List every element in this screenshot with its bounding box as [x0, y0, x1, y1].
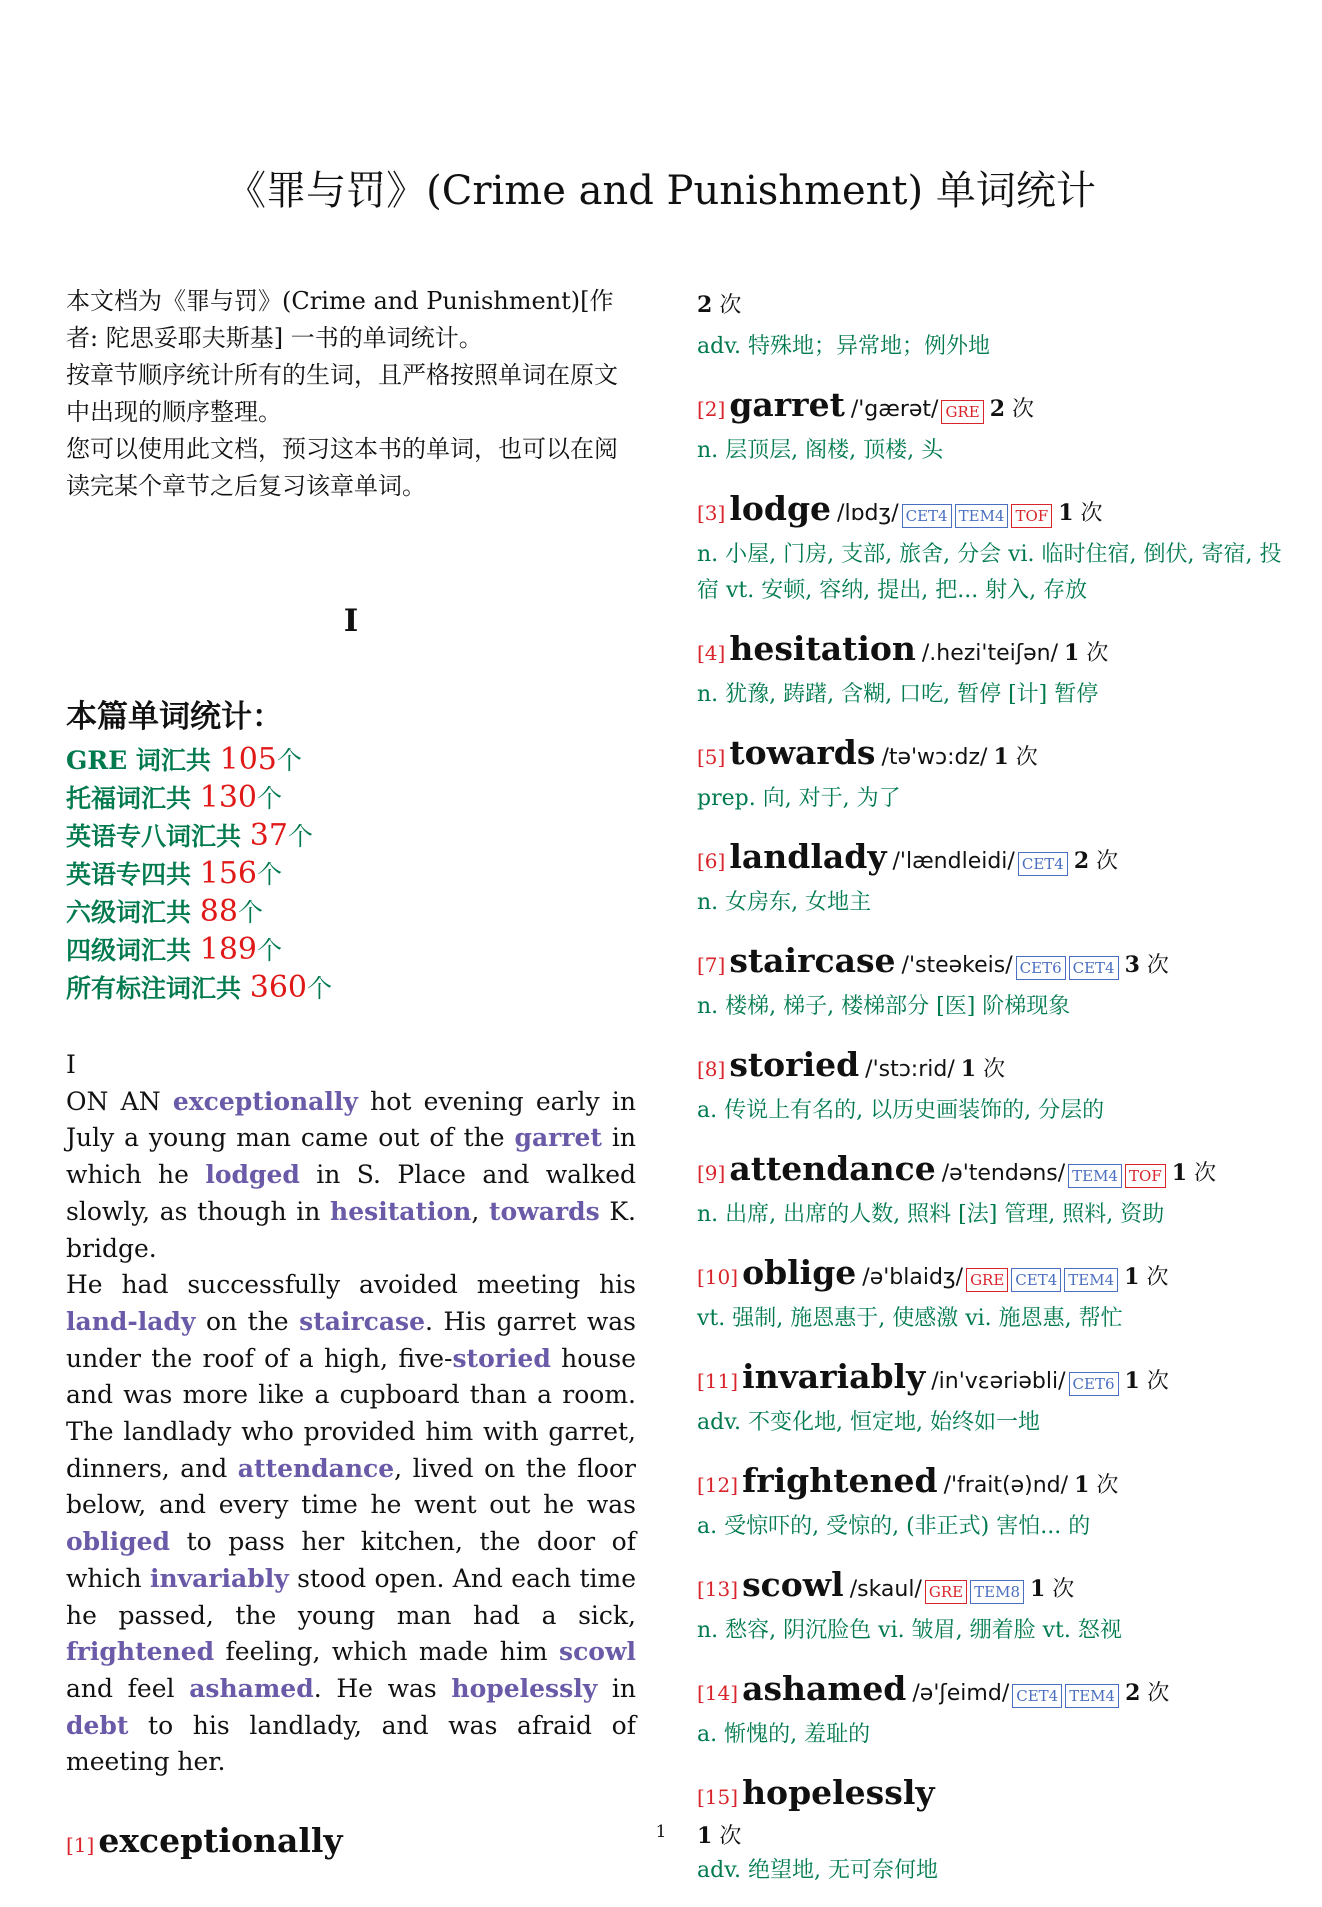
- stat-count: 105: [219, 742, 277, 777]
- exam-tag: TOF: [1011, 504, 1052, 528]
- exam-tag: CET6: [1016, 956, 1066, 980]
- entry-count: 1 次: [960, 1056, 1006, 1082]
- entry-count: 1 次: [1074, 1472, 1119, 1498]
- vocab-entry: [697, 731, 1297, 817]
- entry-ipa: /ə'tendəns/: [941, 1161, 1066, 1186]
- vocab-entry: [697, 1459, 1297, 1545]
- entry-word: exceptionally: [98, 1821, 343, 1861]
- entry-word: frightened: [742, 1461, 938, 1500]
- exam-tag: GRE: [941, 400, 983, 424]
- stat-count: 156: [199, 856, 257, 891]
- entry-definition: n. 愁容, 阴沉脸色 vi. 皱眉, 绷着脸 vt. 怒视: [697, 1618, 1122, 1643]
- exam-tag: CET4: [1069, 956, 1119, 980]
- exam-tag: GRE: [966, 1268, 1008, 1292]
- entry-count: 2 次: [1125, 1680, 1170, 1706]
- keyword-link[interactable]: hopelessly: [451, 1673, 598, 1703]
- keyword-link[interactable]: land-lady: [66, 1306, 196, 1336]
- entry-ref[interactable]: [8]: [697, 1057, 726, 1081]
- stat-count: 37: [249, 818, 288, 853]
- entry-definition: n. 小屋, 门房, 支部, 旅舍, 分会 vi. 临时住宿, 倒伏, 寄宿, 投宿 vt. 安顿, 容纳, 提出, 把... 射入, 存放: [697, 542, 1282, 603]
- entry-ipa: /skaul/: [849, 1577, 922, 1602]
- entry-ref[interactable]: [14]: [697, 1681, 739, 1705]
- exam-tag: GRE: [925, 1580, 967, 1604]
- entry-definition: adv. 特殊地；异常地；例外地: [697, 334, 991, 359]
- entry-ipa: /'steəkeis/: [901, 953, 1013, 978]
- left-column: [66, 283, 636, 1860]
- paragraph: He had successfully avoided meeting his land-lady on the staircase. His garret was under the roof of a high, five-storied house and was more like a cupboard than a room. The landlady who provided him with garret, dinners, and attendance, lived on the floor below, and every time he went out he was obliged to pass her kitchen, the door of which invariably stood open. And each time he passed, the young man had a sick, frightened feeling, which made him scowl and feel ashamed. He was hopelessly in debt to his landlady, and was afraid of meeting her.: [66, 1270, 637, 1777]
- exam-tag: TEM8: [970, 1580, 1024, 1604]
- entry-count: 2 次: [697, 292, 742, 318]
- entry-word: staircase: [729, 941, 896, 980]
- entry-count: 1 次: [1171, 1160, 1217, 1186]
- vocab-entry-continued: [697, 283, 1297, 365]
- intro-line: 本文档为《罪与罚》(Crime and Punishment)[作者: 陀思妥耶夫斯基] 一书的单词统计。: [66, 287, 614, 352]
- keyword-link[interactable]: attendance: [237, 1453, 395, 1483]
- paragraph: ON AN exceptionally hot evening early in July a young man came out of the garret in which he lodged in S. Place and walked slowly, as though in hesitation, towards K. bridge.: [66, 1086, 637, 1263]
- entry-ref[interactable]: [9]: [697, 1161, 726, 1185]
- entry-count: 2 次: [1073, 848, 1119, 874]
- entry-count: 1 次: [1124, 1368, 1169, 1394]
- stat-count: 130: [199, 780, 257, 815]
- stats-section: [66, 697, 636, 1007]
- keyword-link[interactable]: ashamed: [189, 1673, 314, 1703]
- intro-line: 您可以使用此文档，预习这本书的单词，也可以在阅读完某个章节之后复习该章单词。: [66, 435, 618, 500]
- keyword-link[interactable]: garret: [514, 1123, 602, 1153]
- entry-word: storied: [729, 1045, 860, 1084]
- entry-ref[interactable]: [7]: [697, 953, 726, 977]
- keyword-link[interactable]: exceptionally: [172, 1086, 358, 1116]
- entry-definition: adv. 绝望地, 无可奈何地: [697, 1858, 938, 1883]
- stat-tem4: 英语专四共 156个: [66, 856, 283, 891]
- entry-ipa: /'frait(ə)nd/: [943, 1473, 1069, 1498]
- entry-ipa: /'stɔ:rid/: [865, 1057, 955, 1082]
- entry-definition: n. 层顶层, 阁楼, 顶楼, 头: [697, 438, 944, 463]
- intro-text: [66, 283, 636, 505]
- entry-word: hesitation: [729, 629, 916, 668]
- entry-count: 1 次: [1029, 1576, 1075, 1602]
- entry-ref[interactable]: [6]: [697, 849, 726, 873]
- entry-word: garret: [729, 385, 845, 424]
- entry-ref[interactable]: [13]: [697, 1577, 739, 1601]
- entry-definition: vt. 强制, 施恩惠于, 使感激 vi. 施恩惠, 帮忙: [697, 1306, 1123, 1331]
- entry-count: 3 次: [1124, 952, 1169, 978]
- keyword-link[interactable]: staircase: [299, 1306, 426, 1336]
- keyword-link[interactable]: invariably: [149, 1563, 289, 1593]
- vocab-entry: [697, 1667, 1297, 1753]
- keyword-link[interactable]: towards: [489, 1196, 600, 1226]
- entry-ref[interactable]: [12]: [697, 1473, 739, 1497]
- vocab-list: [697, 383, 1297, 1889]
- entry-ref[interactable]: [4]: [697, 641, 726, 665]
- stat-count: 189: [199, 932, 257, 967]
- entry-word: towards: [729, 733, 876, 772]
- vocab-entry: [697, 627, 1297, 713]
- entry-definition: a. 传说上有名的, 以历史画装饰的, 分层的: [697, 1098, 1105, 1123]
- entry-ref[interactable]: [15]: [697, 1785, 739, 1809]
- document-title: 《罪与罚》(Crime and Punishment) 单词统计: [226, 167, 1096, 214]
- exam-tag: TEM4: [1065, 1684, 1119, 1708]
- entry-ipa: /'lændleidi/: [892, 849, 1015, 874]
- entry-count: 1 次: [697, 1823, 742, 1849]
- entry-definition: n. 女房东, 女地主: [697, 890, 872, 915]
- stat-cet4: 四级词汇共 189个: [66, 932, 283, 967]
- entry-word: attendance: [729, 1149, 936, 1188]
- keyword-link[interactable]: lodged: [205, 1160, 300, 1190]
- exam-tag: CET4: [902, 504, 952, 528]
- entry-ipa: /ə'blaidʒ/: [862, 1265, 964, 1290]
- entry-definition: n. 出席, 出席的人数, 照料 [法] 管理, 照料, 资助: [697, 1202, 1165, 1227]
- entry-ipa: /.hezi'teiʃən/: [921, 641, 1059, 666]
- entry-ipa: /lɒdʒ/: [837, 501, 899, 526]
- exam-tag: TOF: [1125, 1164, 1166, 1188]
- stat-cet6: 六级词汇共 88个: [66, 894, 263, 929]
- entry-definition: prep. 向, 对于, 为了: [697, 786, 901, 811]
- entry-word: lodge: [729, 489, 832, 528]
- entry-definition: n. 楼梯, 梯子, 楼梯部分 [医] 阶梯现象: [697, 994, 1071, 1019]
- right-column: [697, 283, 1297, 1907]
- entry-count: 1 次: [993, 744, 1038, 770]
- keyword-link[interactable]: hesitation: [330, 1196, 472, 1226]
- stat-all: 所有标注词汇共 360个: [66, 970, 333, 1005]
- stat-gre: GRE 词汇共 105个: [66, 742, 302, 777]
- vocab-entry: [697, 1563, 1297, 1649]
- entry-ipa: /ə'ʃeimd/: [912, 1681, 1010, 1706]
- entry-count: 1 次: [1124, 1264, 1169, 1290]
- story-passage: [66, 1047, 636, 1781]
- keyword-link[interactable]: debt: [66, 1710, 129, 1740]
- vocab-entry: [697, 1251, 1297, 1337]
- entry-ipa: /in'vεəriəbli/: [931, 1369, 1066, 1394]
- stats-title: 本篇单词统计：: [66, 699, 283, 735]
- exam-tag: TEM4: [955, 504, 1009, 528]
- entry-word: scowl: [742, 1565, 844, 1604]
- entry-ref[interactable]: [10]: [697, 1265, 739, 1289]
- entry-count: 2 次: [989, 396, 1035, 422]
- exam-tag: CET6: [1069, 1372, 1119, 1396]
- entry-word: landlady: [729, 837, 887, 876]
- exam-tag: CET4: [1018, 852, 1068, 876]
- exam-tag: TEM4: [1068, 1164, 1122, 1188]
- exam-tag: CET4: [1011, 1268, 1061, 1292]
- exam-tag: TEM4: [1064, 1268, 1118, 1292]
- entry-ref[interactable]: [5]: [697, 745, 726, 769]
- keyword-link[interactable]: storied: [452, 1343, 551, 1373]
- entry-ipa: /'gærət/: [850, 397, 939, 422]
- exam-tag: CET4: [1012, 1684, 1062, 1708]
- keyword-link[interactable]: scowl: [559, 1637, 636, 1667]
- entry-ref[interactable]: [3]: [697, 501, 726, 525]
- entry-definition: a. 受惊吓的, 受惊的, (非正式) 害怕... 的: [697, 1514, 1091, 1539]
- page-number: 1: [655, 1822, 667, 1842]
- chapter-heading: I: [343, 603, 359, 639]
- passage-chapter-line: I: [66, 1050, 76, 1079]
- entry-count: 1 次: [1058, 500, 1103, 526]
- entry-definition: a. 惭愧的, 羞耻的: [697, 1722, 871, 1747]
- vocab-entry: [697, 1147, 1297, 1233]
- entry-ref[interactable]: [1]: [66, 1833, 95, 1858]
- vocab-entry: [697, 487, 1297, 609]
- entry-ref[interactable]: [11]: [697, 1369, 739, 1393]
- stat-tem8: 英语专八词汇共 37个: [66, 818, 313, 853]
- vocab-entry: [697, 1043, 1297, 1129]
- stat-toefl: 托福词汇共 130个: [66, 780, 283, 815]
- entry-ipa: /tə'wɔ:dz/: [881, 745, 988, 770]
- entry-word: ashamed: [742, 1669, 907, 1708]
- intro-line: 按章节顺序统计所有的生词，且严格按照单词在原文中出现的顺序整理。: [66, 361, 618, 426]
- stat-count: 88: [199, 894, 238, 929]
- stat-count: 360: [249, 970, 307, 1005]
- entry-definition: adv. 不变化地, 恒定地, 始终如一地: [697, 1410, 1040, 1435]
- vocab-entry: [697, 939, 1297, 1025]
- entry-word: invariably: [742, 1357, 926, 1396]
- keyword-link[interactable]: frightened: [66, 1637, 215, 1667]
- vocab-entry: [697, 835, 1297, 921]
- keyword-link[interactable]: obliged: [66, 1527, 171, 1557]
- entry-word: hopelessly: [742, 1773, 935, 1812]
- entry-definition: n. 犹豫, 踌躇, 含糊, 口吃, 暂停 [计] 暂停: [697, 682, 1099, 707]
- entry-ref[interactable]: [2]: [697, 397, 726, 421]
- entry-count: 1 次: [1064, 640, 1109, 666]
- entry-word: oblige: [742, 1253, 857, 1292]
- vocab-entry: [697, 383, 1297, 469]
- vocab-entry: [697, 1355, 1297, 1441]
